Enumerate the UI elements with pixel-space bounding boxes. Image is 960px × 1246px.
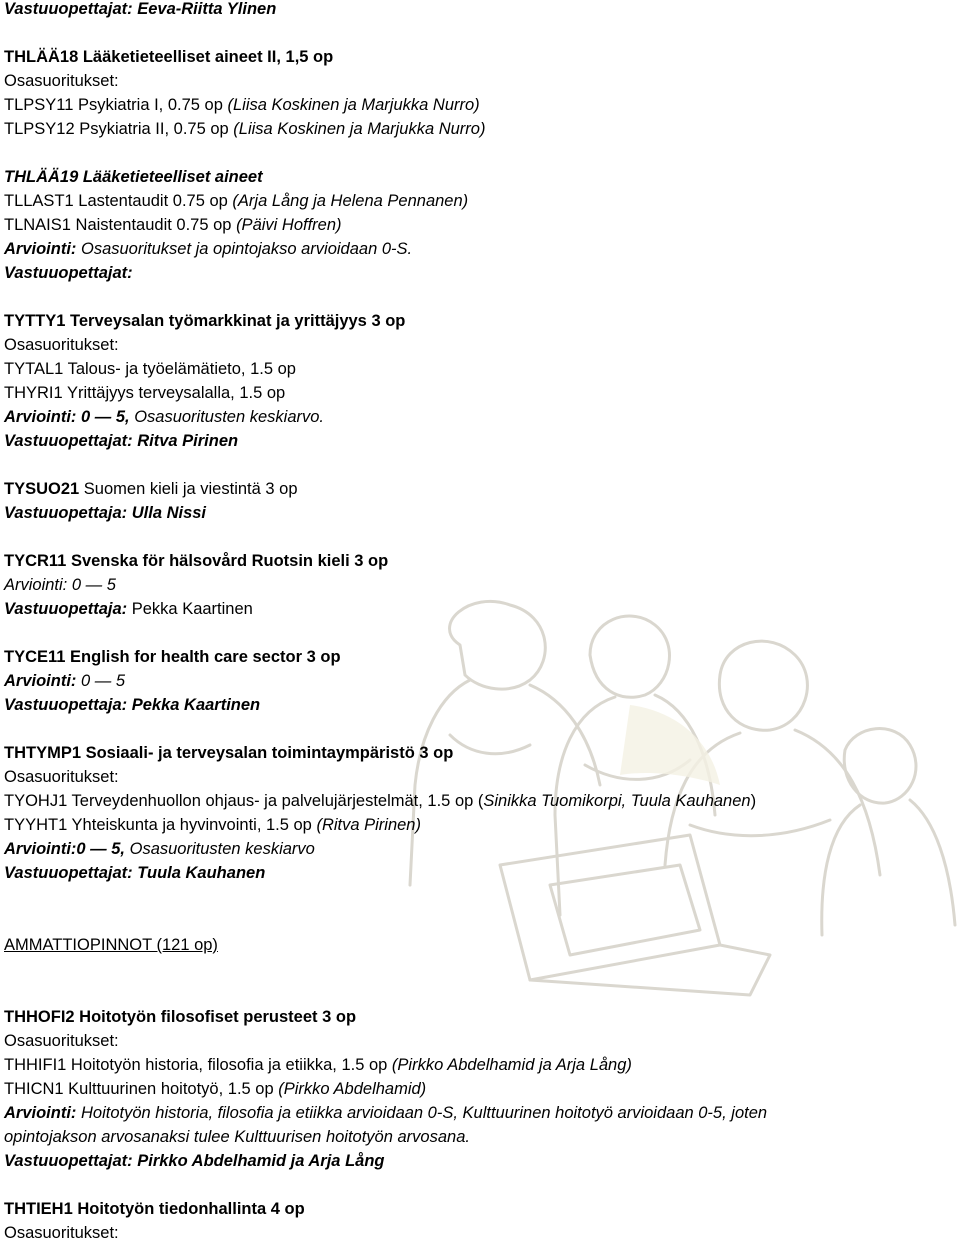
text-line bbox=[4, 335, 119, 355]
text-run: (Liisa Koskinen ja Marjukka Nurro) bbox=[227, 96, 480, 114]
text-run: (Pirkko Abdelhamid ja Arja Lång) bbox=[391, 1056, 632, 1074]
text-line bbox=[4, 47, 333, 67]
text-run: Osasuoritusten keskiarvo bbox=[129, 840, 315, 858]
text-run: (Pirkko Abdelhamid) bbox=[278, 1080, 427, 1098]
text-run: Arviointi: 0 — 5, bbox=[4, 408, 135, 426]
text-line bbox=[4, 695, 260, 715]
text-run: TLPSY12 Psykiatria II, 0.75 op bbox=[4, 120, 234, 138]
text-line bbox=[4, 119, 485, 139]
text-line bbox=[4, 1103, 767, 1123]
text-line bbox=[4, 431, 238, 451]
text-line bbox=[4, 839, 315, 859]
text-run: Suomen kieli ja viestintä 3 op bbox=[79, 480, 298, 498]
text-line bbox=[4, 935, 218, 955]
text-run: Pekka Kaartinen bbox=[131, 600, 253, 618]
text-line bbox=[4, 311, 405, 331]
text-run: (Liisa Koskinen ja Marjukka Nurro) bbox=[233, 120, 486, 138]
text-run: Vastuuopettajat: bbox=[4, 264, 133, 282]
text-line bbox=[4, 191, 468, 211]
text-run: THLÄÄ18 Lääketieteelliset aineet II, 1,5 op bbox=[4, 48, 334, 66]
text-line bbox=[4, 1055, 632, 1075]
text-run: THHOFI2 Hoitotyön filosofiset perusteet 3 op bbox=[4, 1008, 357, 1026]
text-run: 0 — 5 bbox=[81, 672, 126, 690]
text-run: THLÄÄ19 Lääketieteelliset aineet bbox=[4, 168, 263, 186]
text-run: Osasuoritukset: bbox=[4, 72, 119, 90]
text-run: TYSUO21 bbox=[4, 480, 80, 498]
text-line bbox=[4, 575, 116, 595]
text-run: Vastuuopettaja: Ulla Nissi bbox=[4, 504, 207, 522]
text-run: THTYMP1 Sosiaali- ja terveysalan toimintaympäristö 3 op bbox=[4, 744, 454, 762]
text-line bbox=[4, 503, 206, 523]
text-run: Sinikka Tuomikorpi, Tuula Kauhanen bbox=[483, 792, 751, 810]
text-run: TYTAL1 Talous- ja työelämätieto, 1.5 op bbox=[4, 360, 296, 378]
text-run: TYTTY1 Terveysalan työmarkkinat ja yrittäjyys 3 op bbox=[4, 312, 406, 330]
text-run: Arviointi: bbox=[4, 240, 81, 258]
text-line bbox=[4, 1199, 305, 1219]
text-run: Vastuuopettajat: Tuula Kauhanen bbox=[4, 864, 266, 882]
text-run: Arviointi: 0 — 5 bbox=[4, 576, 116, 594]
text-run: THYRI1 Yrittäjyys terveysalalla, 1.5 op bbox=[4, 384, 286, 402]
text-line bbox=[4, 815, 421, 835]
text-run: Osasuoritukset: bbox=[4, 336, 119, 354]
text-run: (Ritva Pirinen) bbox=[316, 816, 421, 834]
text-run: Vastuuopettaja: Pekka Kaartinen bbox=[4, 696, 261, 714]
text-line bbox=[4, 767, 119, 787]
text-run: Vastuuopettajat: Ritva Pirinen bbox=[4, 432, 239, 450]
text-run: TYYHT1 Yhteiskunta ja hyvinvointi, 1.5 op bbox=[4, 816, 317, 834]
text-line bbox=[4, 1079, 426, 1099]
text-line bbox=[4, 95, 480, 115]
text-run: THICN1 Kulttuurinen hoitotyö, 1.5 op bbox=[4, 1080, 279, 1098]
text-run: opintojakson arvosanaksi tulee Kulttuurisen hoitotyön arvosana. bbox=[4, 1128, 470, 1146]
text-run: Arviointi: bbox=[4, 672, 81, 690]
text-line bbox=[4, 0, 276, 19]
text-line bbox=[4, 383, 285, 403]
text-run: Osasuoritukset ja opintojakso arvioidaan 0-S. bbox=[81, 240, 413, 258]
text-run: Arviointi: bbox=[4, 1104, 81, 1122]
text-line bbox=[4, 407, 324, 427]
text-run: Osasuoritukset: bbox=[4, 768, 119, 786]
text-run: AMMATTIOPINNOT (121 op) bbox=[4, 936, 218, 954]
text-run: Arviointi:0 — 5, bbox=[4, 840, 130, 858]
text-line bbox=[4, 743, 453, 763]
text-line bbox=[4, 1031, 119, 1051]
text-run: TYCE11 English for health care sector 3 op bbox=[4, 648, 341, 666]
text-run: (Arja Lång ja Helena Pennanen) bbox=[232, 192, 469, 210]
text-run: TYCR11 Svenska för hälsovård Ruotsin kieli 3 op bbox=[4, 552, 389, 570]
text-run: Osasuoritukset: bbox=[4, 1032, 119, 1050]
text-line bbox=[4, 215, 342, 235]
text-run: THTIEH1 Hoitotyön tiedonhallinta 4 op bbox=[4, 1200, 305, 1218]
text-run: TLNAIS1 Naistentaudit 0.75 op bbox=[4, 216, 237, 234]
text-run: Vastuuopettaja: bbox=[4, 600, 132, 618]
text-run: Vastuuopettajat: Eeva-Riitta Ylinen bbox=[4, 0, 277, 18]
text-run: Osasuoritusten keskiarvo. bbox=[134, 408, 325, 426]
text-line bbox=[4, 647, 341, 667]
text-line bbox=[4, 71, 119, 91]
text-run: ) bbox=[750, 792, 757, 810]
text-run: TLPSY11 Psykiatria I, 0.75 op bbox=[4, 96, 228, 114]
text-run: TYOHJ1 Terveydenhuollon ohjaus- ja palvelujärjestelmät, 1.5 op ( bbox=[4, 792, 484, 810]
text-line bbox=[4, 479, 298, 499]
text-run: (Päivi Hoffren) bbox=[236, 216, 342, 234]
text-run: Hoitotyön historia, filosofia ja etiikka arvioidaan 0-S, Kulttuurinen hoitotyö arvioidaan 0-5, joten bbox=[81, 1104, 768, 1122]
text-line bbox=[4, 1151, 384, 1171]
text-line bbox=[4, 1127, 470, 1147]
text-line bbox=[4, 167, 263, 187]
text-run: Vastuuopettajat: Pirkko Abdelhamid ja Arja Lång bbox=[4, 1152, 385, 1170]
text-line bbox=[4, 599, 253, 619]
text-run: TLLAST1 Lastentaudit 0.75 op bbox=[4, 192, 233, 210]
text-line bbox=[4, 1007, 356, 1027]
text-line bbox=[4, 239, 412, 259]
text-run: Osasuoritukset: bbox=[4, 1224, 119, 1242]
text-line bbox=[4, 863, 265, 883]
text-line bbox=[4, 263, 133, 283]
text-line bbox=[4, 551, 388, 571]
text-line bbox=[4, 671, 125, 691]
text-line bbox=[4, 1223, 119, 1243]
text-run: THHIFI1 Hoitotyön historia, filosofia ja etiikka, 1.5 op bbox=[4, 1056, 392, 1074]
text-line bbox=[4, 359, 296, 379]
text-line bbox=[4, 791, 756, 811]
